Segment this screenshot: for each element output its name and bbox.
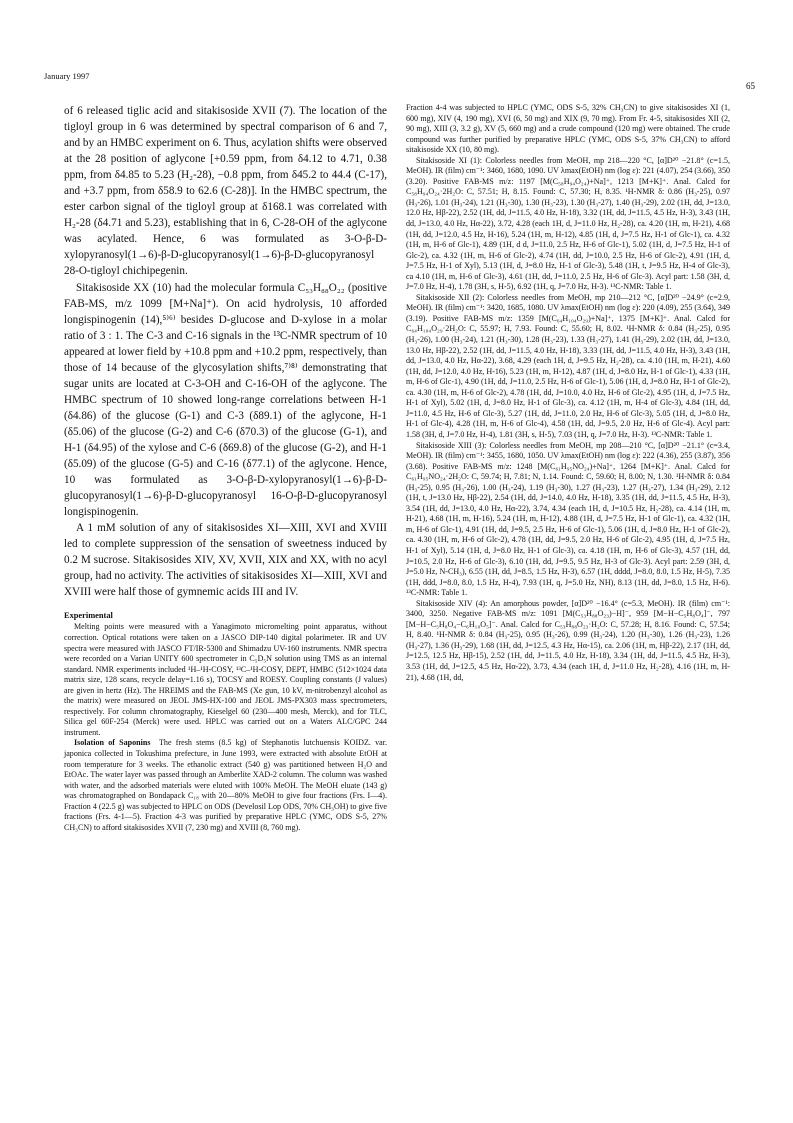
paragraph: of 6 released tiglic acid and sitakisoside XVII (7). The location of the tigloyl group in 6 was determined by spectral comparison of 6 and 7, and by an HMBC experiment on 6. Thus, acylation shifts were observed at the 28 position of aglycone [+0.59 ppm, from δ4.12 to 4.71, 0.38 ppm, from δ4.85 to 5.23 (H₂-28), −0.8 ppm, from δ45.2 to 44.4 (C-17), and +3.7 ppm, from δ58.9 to 62.6 (C-28)]. In the HMBC spectrum, the ester carbon signal of the tigloyl group at δ168.1 was correlated with H₂-28 (δ4.71 and 5.23), establishing that in 6, C-28-OH of the aglycone was acylated. Hence, 6 was formulated as 3-O-β-D-xylopyranosyl(1→6)-β-D-glucopyranosyl(1→6)-β-D-glucopyranosyl 28-O-tigloyl chichipegenin. (64, 105, 387, 278)
paragraph: A 1 mM solution of any of sitakisosides XI—XIII, XVI and XVIII led to complete suppression of the sensation of sweetness induced by 0.2 M sucrose. Sitakisosides XIV, XV, XVII, XIX and XX, with no acyl group, had no activity. The activities of sitakisosides XI—XIII, XVI and XVIII were half those of gymnemic acids III and IV. (64, 522, 388, 599)
section-heading: Experimental (64, 611, 113, 621)
run-in-heading: Isolation of Saponins (74, 738, 151, 748)
experimental-section (64, 610, 387, 833)
paragraph: Sitakisoside XX (10) had the molecular formula C₅₃H₈₈O₂₂ (positive FAB-MS, m/z 1099 [M+Na]⁺). On acid hydrolysis, 10 afforded longispinogenin (14),⁵⁾⁶⁾ besides D-glucose and D-xylose in a molar ratio of 3 : 1. The C-3 and C-16 signals in the ¹³C-NMR spectrum of 10 appeared at lower field by +10.8 ppm and +10.2 ppm, respectively, than those of 14 because of the glycosylation shifts,⁷⁾⁸⁾ demonstrating that sugar units are located at C-3-OH and C-16-OH of the aglycone. The HMBC spectrum of 10 showed long-range correlations between H-1 (δ4.86) of the glucose (G-1) and C-3 (δ89.1) of the aglycone, H-1 (δ5.06) of the glucose (G-2) and C-6 (δ70.3) of the glucose (G-1), and H-1 (δ4.95) of the xylose and C-6 (δ69.8) of the glucose (G-2), and H-1 (δ5.09) of the glucose (G-5) and C-16 (δ77.1) of the aglycone. Hence, 10 was formulated as 3-O-β-D-xylopyranosyl(1→6)-β-D-glucopyranosyl(1→6)-β-D-glucopyranosyl 16-O-β-D-glucopyranosyl longispinogenin. (64, 281, 387, 519)
paragraph: Fraction 4-4 was subjected to HPLC (YMC, ODS S-5, 32% CH₃CN) to give sitakisosides XI (1, 600 mg), XIV (4, 190 mg), XVI (6, 50 mg) and XIX (9, 70 mg). From Fr. 4-5, sitakisosides XII (2, 90 mg), XIII (3, 3.2 g), XV (5, 660 mg) and a crude compound (120 mg) were obtained. The crude compound was further purified by preparative HPLC (YMC, ODS S-5, 37% CH₃CN) to afford sitakisoside XX (10, 80 mg). (406, 103, 730, 155)
page-number: 65 (746, 81, 755, 91)
paragraph: Melting points were measured with a Yanagimoto micromelting point apparatus, without correction. Optical rotations were taken on a JASCO DIP-140 digital polarimeter. IR and UV spectra were measured with JASCO FT/IR-5300 and Shimadzu UV-160 instruments. NMR spectra were recorded on a Varian UNITY 600 spectrometer in C₅D₅N solution using TMS as an internal standard. NMR experiments included ¹H–¹H-COSY, ¹³C–¹H-COSY, DEPT, HMBC (512×1024 data matrix size, 128 scans, recycle delay=1.16 s), TOCSY and ROESY. Coupling constants (J values) are given in hertz (Hz). The HREIMS and the FAB-MS (Xe gun, 10 kV, m-nitrobenzyl alcohol as the matrix) were measured on JEOL JMS-HX-100 and JEOL JMS-PX303 mass spectrometers, respectively. For column chromatography, Kieselgel 60 (230—400 mesh, Merck), and for TLC, Silica gel 60F-254 (Merck) were used. HPLC was carried out on a Waters ALC/GPC 244 instrument. (64, 622, 387, 737)
discussion-text (64, 103, 387, 600)
paragraph (64, 738, 387, 833)
paragraph: Sitakisoside XIV (4): An amorphous powder, [α]D²⁰ −16.4° (c=5.3, MeOH). IR (film) cm⁻¹: 3400, 3250. Negative FAB-MS m/z: 1091 [M(C₅₃H₈₈O₂₃)−H]⁻, 959 [M−H−C₅H₈O₄]⁻, 797 [M−H−C₅H₈O₄−C₆H₁₀O₅]⁻. Anal. Calcd for C₅₃H₈₈O₂₃·H₂O: C, 57.28; H, 8.16. Found: C, 57.54; H, 8.40. ¹H-NMR δ: 0.84 (H₃-25), 0.95 (H₃-26), 0.99 (H₃-24), 1.20 (H₃-30), 1.26 (H₃-23), 1.26 (H₃-27), 1.36 (H₃-29), 1.68 (1H, dd, J=12.5, 4.3 Hz, Hα-15), ca. 2.06 (1H, m, Hβ-22), 2.17 (1H, dd, J=12.5, 12.5 Hz, Hβ-15), 2.52 (1H, dd, J=11.5, 4.0 Hz, H-18), 3.34 (1H, dd, J=11.5, 4.5 Hz, H-3), 3.53 (1H, dd, J=12.5, 4.5 Hz, Hα-22), 3.73, 4.34 (each 1H, d, J=11.0 Hz, H₂-28), 4.16 (1H, m, H-21), 4.68 (1H, dd, (406, 598, 730, 682)
paragraph: Sitakisoside XIII (3): Colorless needles from MeOH, mp 208—210 °C, [α]D²⁰ −21.1° (c=3.4, MeOH). IR (film) cm⁻¹: 3455, 1680, 1050. UV λmax(EtOH) nm (log ε): 222 (4.36), 255 (3.87), 356 (3.68). Positive FAB-MS m/z: 1248 [M(C₆₁H₉₅NO₂₄)+Na]⁺, 1264 [M+K]⁺. Anal. Calcd for C₆₁H₉₅NO₂₄·2H₂O: C, 59.74; H, 7.81; N, 1.14. Found: C, 59.60; H, 8.00; N, 1.30. ¹H-NMR δ: 0.84 (H₃-25), 0.95 (H₃-26), 1.00 (H₃-24), 1.19 (H₃-30), 1.27 (H₃-23), 1.27 (H₃-27), 1.34 (H₃-29), 2.12 (1H, t, J=13.0 Hz, Hβ-22), 2.54 (1H, dd, J=14.0, 4.0 Hz, H-18), 3.35 (1H, dd, J=11.5, 4.5 Hz, H-3), 3.54 (1H, dd, J=13.0, 4.0 Hz, Hα-22), 3.74, 4.34 (each 1H, d, J=10.5 Hz, H₂-28), ca. 4.14 (1H, m, H-21), 4.68 (1H, m, H-16), 5.24 (1H, m, H-12), 4.88 (1H, d, J=7.5 Hz, H-1 of Glc-1), ca. 4.32 (1H, m, H-6 of Glc-1), 4.91 (1H, dd, J=9.5, 2.5 Hz, H-6 of Glc-1), 5.06 (1H, d, J=8.0 Hz, H-1 of Glc-2), ca. 4.30 (1H, m, H-6 of Glc-2), 4.78 (1H, dd, J=9.5, 2.0 Hz, H-6 of Glc-2), 4.95 (1H, d, J=7.5 Hz, H-1 of Xyl), 5.14 (1H, d, J=8.0 Hz, H-1 of Glc-3), ca. 4.18 (1H, m, H-6 of Glc-3), 4.57 (1H, dd, J=10.5, 2.0 Hz, H-6 of Glc-3), 6.10 (1H, dd, J=9.5, 9.5 Hz, H-3 of Glc-3). Acyl part: 2.59 (3H, d, J=5.0 Hz, N-CH₃), 6.55 (1H, dd, J=8.5, 1.5 Hz, H-3), 6.57 (1H, dddd, J=8.0, 8.0, 1.5 Hz, H-5), 7.35 (1H, ddd, J=8.0, 8.0, 1.5 Hz, H-4), 7.93 (1H, q, J=5.0 Hz, NH), 8.13 (1H, dd, J=8.0, 1.5 Hz, H-6). ¹³C-NMR: Table 1. (406, 440, 730, 598)
paragraph: Sitakisoside XII (2): Colorless needles from MeOH, mp 210—212 °C, [α]D²⁰ −24.9° (c=2.9, MeOH). IR (film) cm⁻¹: 3420, 1685, 1080. UV λmax(EtOH) nm (log ε): 220 (4.09), 255 (3.64), 349 (3.19). Positive FAB-MS m/z: 1359 [M(C₆₄H₁₀₄O₂₉)+Na]⁺, 1375 [M+K]⁺. Anal. Calcd for C₆₄H₁₀₄O₂₉·2H₂O: C, 55.97; H, 7.93. Found: C, 55.60; H, 8.02. ¹H-NMR δ: 0.84 (H₃-25), 0.95 (H₃-26), 1.00 (H₃-24), 1.21 (H₃-30), 1.28 (H₃-23), 1.33 (H₃-27), 1.41 (H₃-29), 2.02 (1H, dd, J=13.0, 13.0 Hz, Hβ-22), 2.52 (1H, dd, J=11.5, 4.0 Hz, H-18), 3.33 (1H, dd, J=11.5, 4.0 Hz, H-3), 3.43 (1H, dd, J=13.0, 4.0 Hz, Hα-22), 3.68, 4.29 (each 1H, d, J=9.5 Hz, H₂-28), ca. 4.10 (1H, m, H-21), 4.60 (1H, dd, J=12.0, 4.0 Hz, H-16), 5.23 (1H, m, H-12), 4.87 (1H, d, J=8.0 Hz, H-1 of Glc-1), 4.33 (1H, m, H-6 of Glc-1), 4.90 (1H, dd, J=11.0, 2.5 Hz, H-6 of Glc-1), 5.06 (1H, d, J=8.0 Hz, H-1 of Glc-2), ca. 4.30 (1H, m, H-6 of Glc-2), 4.78 (1H, dd, J=10.0, 4.0 Hz, H-6 of Glc-2), 4.95 (1H, d, J=7.5 Hz, H-1 of Xyl), 5.02 (1H, d, J=8.0 Hz, H-1 of Glc-3), ca. 4.12 (1H, m, H-4 of Glc-3), 4.84 (1H, dd, J=11.0, 4.5 Hz, H-6 of Glc-3), 5.27 (1H, dd, J=11.0, 2.0 Hz, H-6 of Glc-3), 5.05 (1H, d, J=8.0 Hz, H-1 of Glc-4), 4.28 (1H, m, H-6 of Glc-4), 4.58 (1H, dd, J=9.5, 2.0 Hz, H-6 of Glc-4). Acyl part: 1.58 (3H, d, J=7.0 Hz, H-4), 1.81 (3H, s, H-5), 7.03 (1H, q, J=7.0 Hz, H-3). ¹³C-NMR: Table 1. (406, 292, 730, 439)
left-column (64, 103, 387, 833)
right-column (406, 103, 730, 683)
paragraph-body: The fresh stems (8.5 kg) of Stephanotis lutchuensis KOIDZ. var. japonica collected in Tokushima prefecture, in June 1993, were extracted with absolute EtOH at room temperature for 3 weeks. The ethanolic extract (540 g) was partitioned between H₂O and EtOAc. The water layer was passed through an Amberlite XAD-2 column. The column was washed with water, and the adsorbed materials were eluted with 100% MeOH. The MeOH eluate (143 g) was chromatographed on Bondapack C₁₈ with 20—80% MeOH to give four fractions (Frs. I—4). Fraction 4 (22.5 g) was subjected to HPLC on ODS (Develosil Lop ODS, 70% CH₃OH) to give five fractions (Frs. 4-1—5). Fraction 4-3 was purified by preparative HPLC (YMC, ODS S-5, 27% CH₃CN) to afford sitakisosides XVII (7, 230 mg) and XVIII (8, 760 mg). (64, 738, 387, 832)
running-header-date: January 1997 (44, 71, 90, 81)
paragraph: Sitakisoside XI (1): Colorless needles from MeOH, mp 218—220 °C, [α]D²⁰ −21.8° (c=1.5, MeOH). IR (film) cm⁻¹: 3460, 1680, 1090. UV λmax(EtOH) nm (log ε): 221 (4.07), 254 (3.66), 350 (3.20). Positive FAB-MS m/z: 1197 [M(C₅₈H₉₄O₂₄)+Na]⁺, 1213 [M+K]⁺. Anal. Calcd for C₅₈H₉₄O₂₄·2H₂O: C, 57.51; H, 8.15. Found: C, 57.30; H, 8.35. ¹H-NMR δ: 0.86 (H₃-25), 0.97 (H₃-26), 1.01 (H₃-24), 1.21 (H₃-30), 1.30 (H₃-23), 1.30 (H₃-27), 1.40 (H₃-29), 2.02 (1H, dd, J=13.0, 12.0 Hz, Hβ-22), 2.52 (1H, dd, J=11.5, 4.0 Hz, H-18), 3.32 (1H, dd, J=11.5, 4.5 Hz, H-3), 3.43 (1H, dd, J=13.0, 4.0 Hz, Hα-22), 3.72, 4.28 (each 1H, d, J=11.0 Hz, H₂-28), ca. 4.20 (1H, m, H-21), 4.68 (1H, dd, J=12.0, 4.5 Hz, H-16), 5.24 (1H, m, H-12), 4.85 (1H, d, J=7.5 Hz, H-1 of Glc-1), ca. 4.32 (1H, m, H-6 of Glc-1), 4.89 (1H, d d, J=11.0, 2.5 Hz, H-6 of Glc-1), 5.02 (1H, d, J=7.5 Hz, H-1 of Glc-2), ca. 4.32 (1H, m, H-6 of Glc-2), 4.74 (1H, dd, J=10.0, 2.5 Hz, H-6 of Glc-2), 4.91 (1H, d, J=7.5 Hz, H-1 of Xyl), 5.13 (1H, d, J=8.0 Hz, H-1 of Glc-3), 5.48 (1H, t, J=9.5 Hz, H-4 of Glc-3), ca 4.10 (1H, m, H-6 of Glc-3), 4.61 (1H, dd, J=11.0, 2.5 Hz, H-6 of Glc-3). Acyl part: 1.58 (3H, d, J=7.0 Hz, H-4), 1.78 (3H, s, H-5), 6.92 (1H, q, J=7.0 Hz, H-3). ¹³C-NMR: Table 1. (406, 155, 730, 292)
